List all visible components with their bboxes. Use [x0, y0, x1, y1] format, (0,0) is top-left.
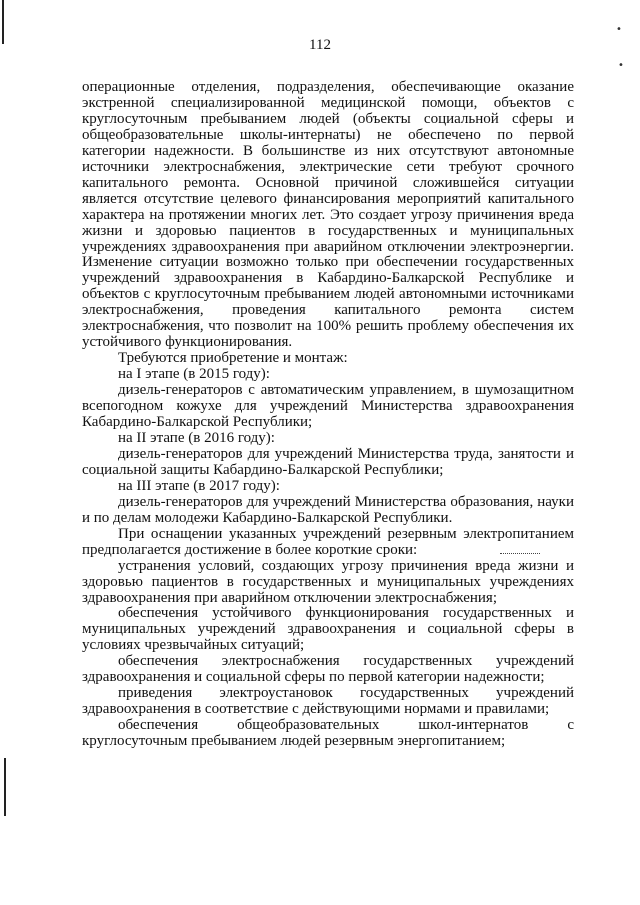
scan-edge-mark: [4, 758, 6, 816]
paragraph: на III этапе (в 2017 году):: [118, 477, 280, 494]
paragraph: на II этапе (в 2016 году):: [118, 429, 275, 446]
page-number: 112: [309, 37, 331, 53]
paragraph: дизель-генераторов с автоматическим управлением, в шумозащитном всепогодном кожухе для учреждений Министерства здравоохранения Кабардино-Балкарской Республики;: [82, 382, 574, 431]
paragraph: устранения условий, создающих угрозу причинения вреда жизни и здоровью пациентов в государственных и муниципальных учреждениях здравоохранения при аварийном отключении электроснабжения;: [82, 557, 574, 606]
scan-speck-icon: •: [616, 24, 622, 35]
paragraph: дизель-генераторов для учреждений Министерства образования, науки и по делам молодежи Кабардино-Балкарской Республики.: [82, 493, 574, 526]
paragraph: При оснащении указанных учреждений резервным электропитанием предполагается достижение в более короткие сроки:: [82, 525, 574, 558]
paragraph: обеспечения электроснабжения государственных учреждений здравоохранения и социальной сферы по первой категории надежности;: [82, 653, 574, 686]
paragraph: обеспечения общеобразовательных школ-интернатов с круглосуточным пребыванием людей резервным энергопитанием;: [82, 717, 574, 750]
paragraph: приведения электроустановок государственных учреждений здравоохранения в соответствие с действующими нормами и правилами;: [82, 685, 574, 718]
paragraph: на I этапе (в 2015 году):: [118, 366, 270, 383]
paragraph: Требуются приобретение и монтаж:: [118, 350, 348, 367]
paragraph: дизель-генераторов для учреждений Министерства труда, занятости и социальной защиты Кабардино-Балкарской Республики;: [82, 445, 574, 478]
body-text: [82, 80, 574, 750]
paragraph: обеспечения устойчивого функционирования государственных и муниципальных учреждений здравоохранения и социальной сферы в условиях чрезвычайных ситуаций;: [82, 605, 574, 654]
scan-speck-icon: •: [618, 60, 624, 71]
paragraph: операционные отделения, подразделения, обеспечивающие оказание экстренной специализированной медицинской помощи, объектов с круглосуточным пребыванием людей (объекты социальной сферы и общеобразовательные школы-интернаты) не обеспечено по первой категории надежности. В большинстве из них отсутствуют автономные источники электроснабжения, электрические сети требуют срочного капитального ремонта. Основной причиной сложившейся ситуации является отсутствие целевого финансирования мероприятий капитального характера на протяжении многих лет. Это создает угрозу причинения вреда жизни и здоровью пациентов в государственных и муниципальных учреждениях здравоохранения при аварийном отключении электроэнергии. Изменение ситуации возможно только при обеспечении государственных учреждений здравоохранения в Кабардино-Балкарской Республике и объектов с круглосуточным пребыванием людей автономными источниками электроснабжения, проведения капитального ремонта систем электроснабжения, что позволит на 100% решить проблему обеспечения их устойчивого функционирования.: [82, 79, 574, 351]
